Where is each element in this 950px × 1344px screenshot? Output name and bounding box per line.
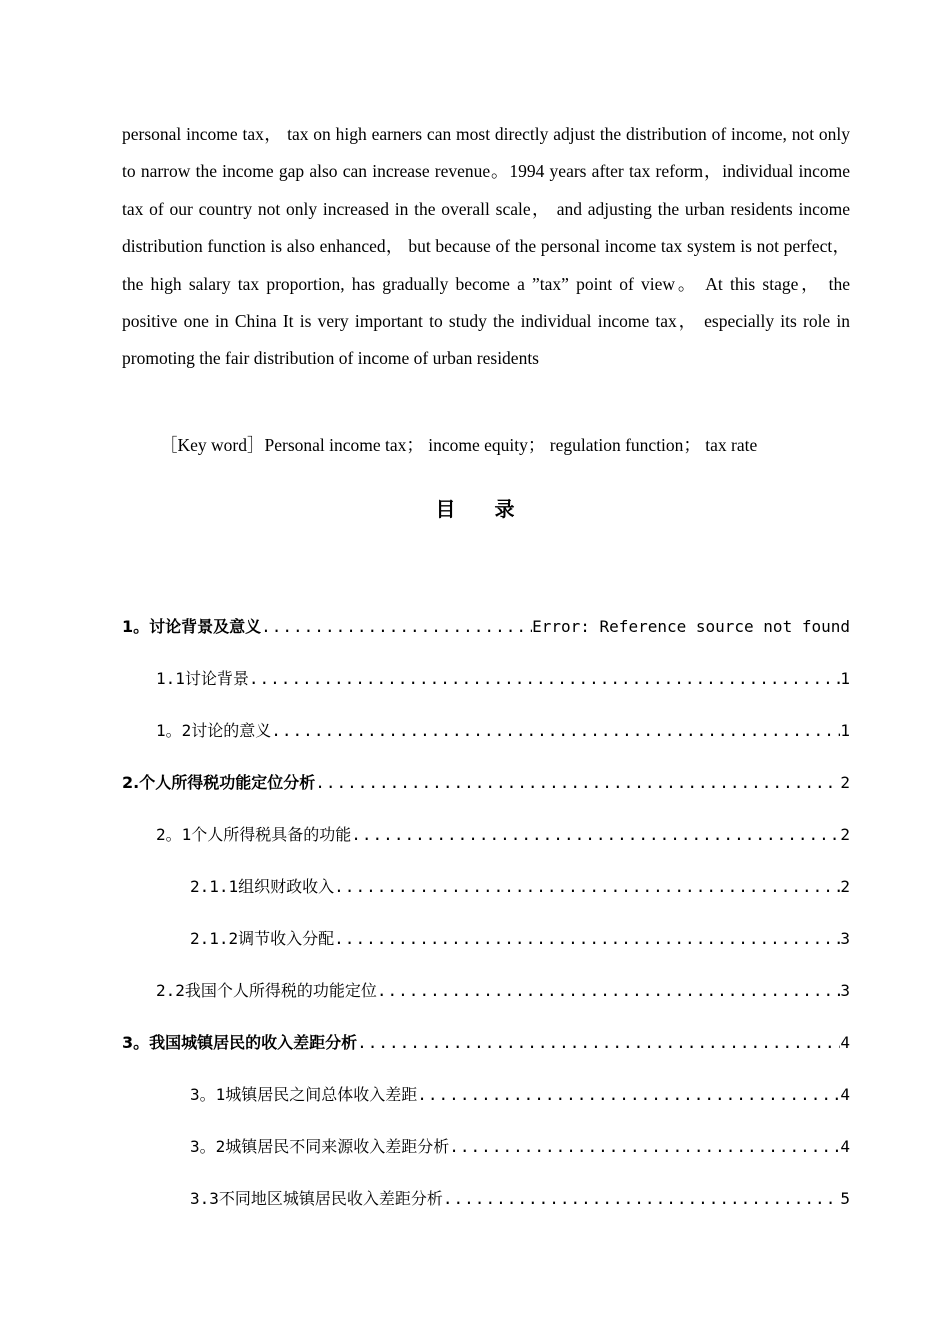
toc-entry-page: 4 [840,1137,850,1156]
toc-entry[interactable] [156,822,850,852]
toc-entry-label: 2.1.1组织财政收入 [190,877,335,896]
toc-entry[interactable] [190,926,850,956]
toc-entry-label: 1.1讨论背景 [156,669,249,688]
toc-entry[interactable] [122,614,850,644]
toc-entry-page: 2 [840,825,850,844]
toc-entry-page: 4 [840,1033,850,1052]
toc-entry-page: 4 [840,1085,850,1104]
toc-entry-page: 1 [840,721,850,740]
toc-entry[interactable] [156,978,850,1008]
toc-entry-label: 1。讨论背景及意义 [122,617,262,636]
toc-leader-dots [443,1189,840,1208]
toc-entry[interactable] [190,1186,850,1216]
toc-entry[interactable] [122,770,850,800]
toc-entry-page: Error: Reference source not found [532,617,850,636]
toc-entry[interactable] [156,666,850,696]
toc-entry[interactable] [190,1082,850,1112]
toc-entry-label: 3。2城镇居民不同来源收入差距分析 [190,1137,450,1156]
toc-leader-dots [271,721,840,740]
toc-entry-label: 2.个人所得税功能定位分析 [122,773,316,792]
toc-leader-dots [249,669,840,688]
toc-leader-dots [334,877,840,896]
toc-entry-page: 2 [840,773,850,792]
toc-leader-dots [357,1033,840,1052]
toc-entry-page: 5 [840,1189,850,1208]
abstract-paragraph: personal income tax， tax on high earners can most directly adjust the distribution of income, not only to narrow the income gap also can increase revenue。1994 years after tax reform，individual income tax of our country not only increased in the overall scale， and adjusting the urban residents income distribution function is also enhanced， but because of the personal income tax system is not perfect， the high salary tax proportion, has gradually become a ”tax” point of view。 At this stage， the positive one in China It is very important to study the individual income tax， especially its role in promoting the fair distribution of income of urban residents [122,124,850,369]
toc-entry-label: 3.3不同地区城镇居民收入差距分析 [190,1189,443,1208]
toc-leader-dots [334,929,840,948]
toc-leader-dots [417,1085,840,1104]
toc-entry-page: 2 [840,877,850,896]
keywords-line: ［Key word］Personal income tax； income equity； regulation function； tax rate [160,435,758,455]
toc-entry-label: 2。1个人所得税具备的功能 [156,825,352,844]
toc-entry-label: 3。我国城镇居民的收入差距分析 [122,1033,358,1052]
toc-entry-page: 3 [840,929,850,948]
toc-leader-dots [315,773,840,792]
toc-leader-dots [261,617,532,636]
toc-entry[interactable] [190,874,850,904]
toc-entry-page: 3 [840,981,850,1000]
toc-title: 目 录 [435,497,531,521]
toc-entry[interactable] [156,718,850,748]
toc-entry-page: 1 [840,669,850,688]
toc-leader-dots [351,825,840,844]
toc-leader-dots [449,1137,840,1156]
toc-entry-label: 3。1城镇居民之间总体收入差距 [190,1085,418,1104]
toc-entry-label: 2.1.2调节收入分配 [190,929,335,948]
toc-entry[interactable] [190,1134,850,1164]
toc-leader-dots [377,981,840,1000]
toc-entry-label: 1。2讨论的意义 [156,721,272,740]
toc-entry-label: 2.2我国个人所得税的功能定位 [156,981,377,1000]
toc-entry[interactable] [122,1030,850,1060]
